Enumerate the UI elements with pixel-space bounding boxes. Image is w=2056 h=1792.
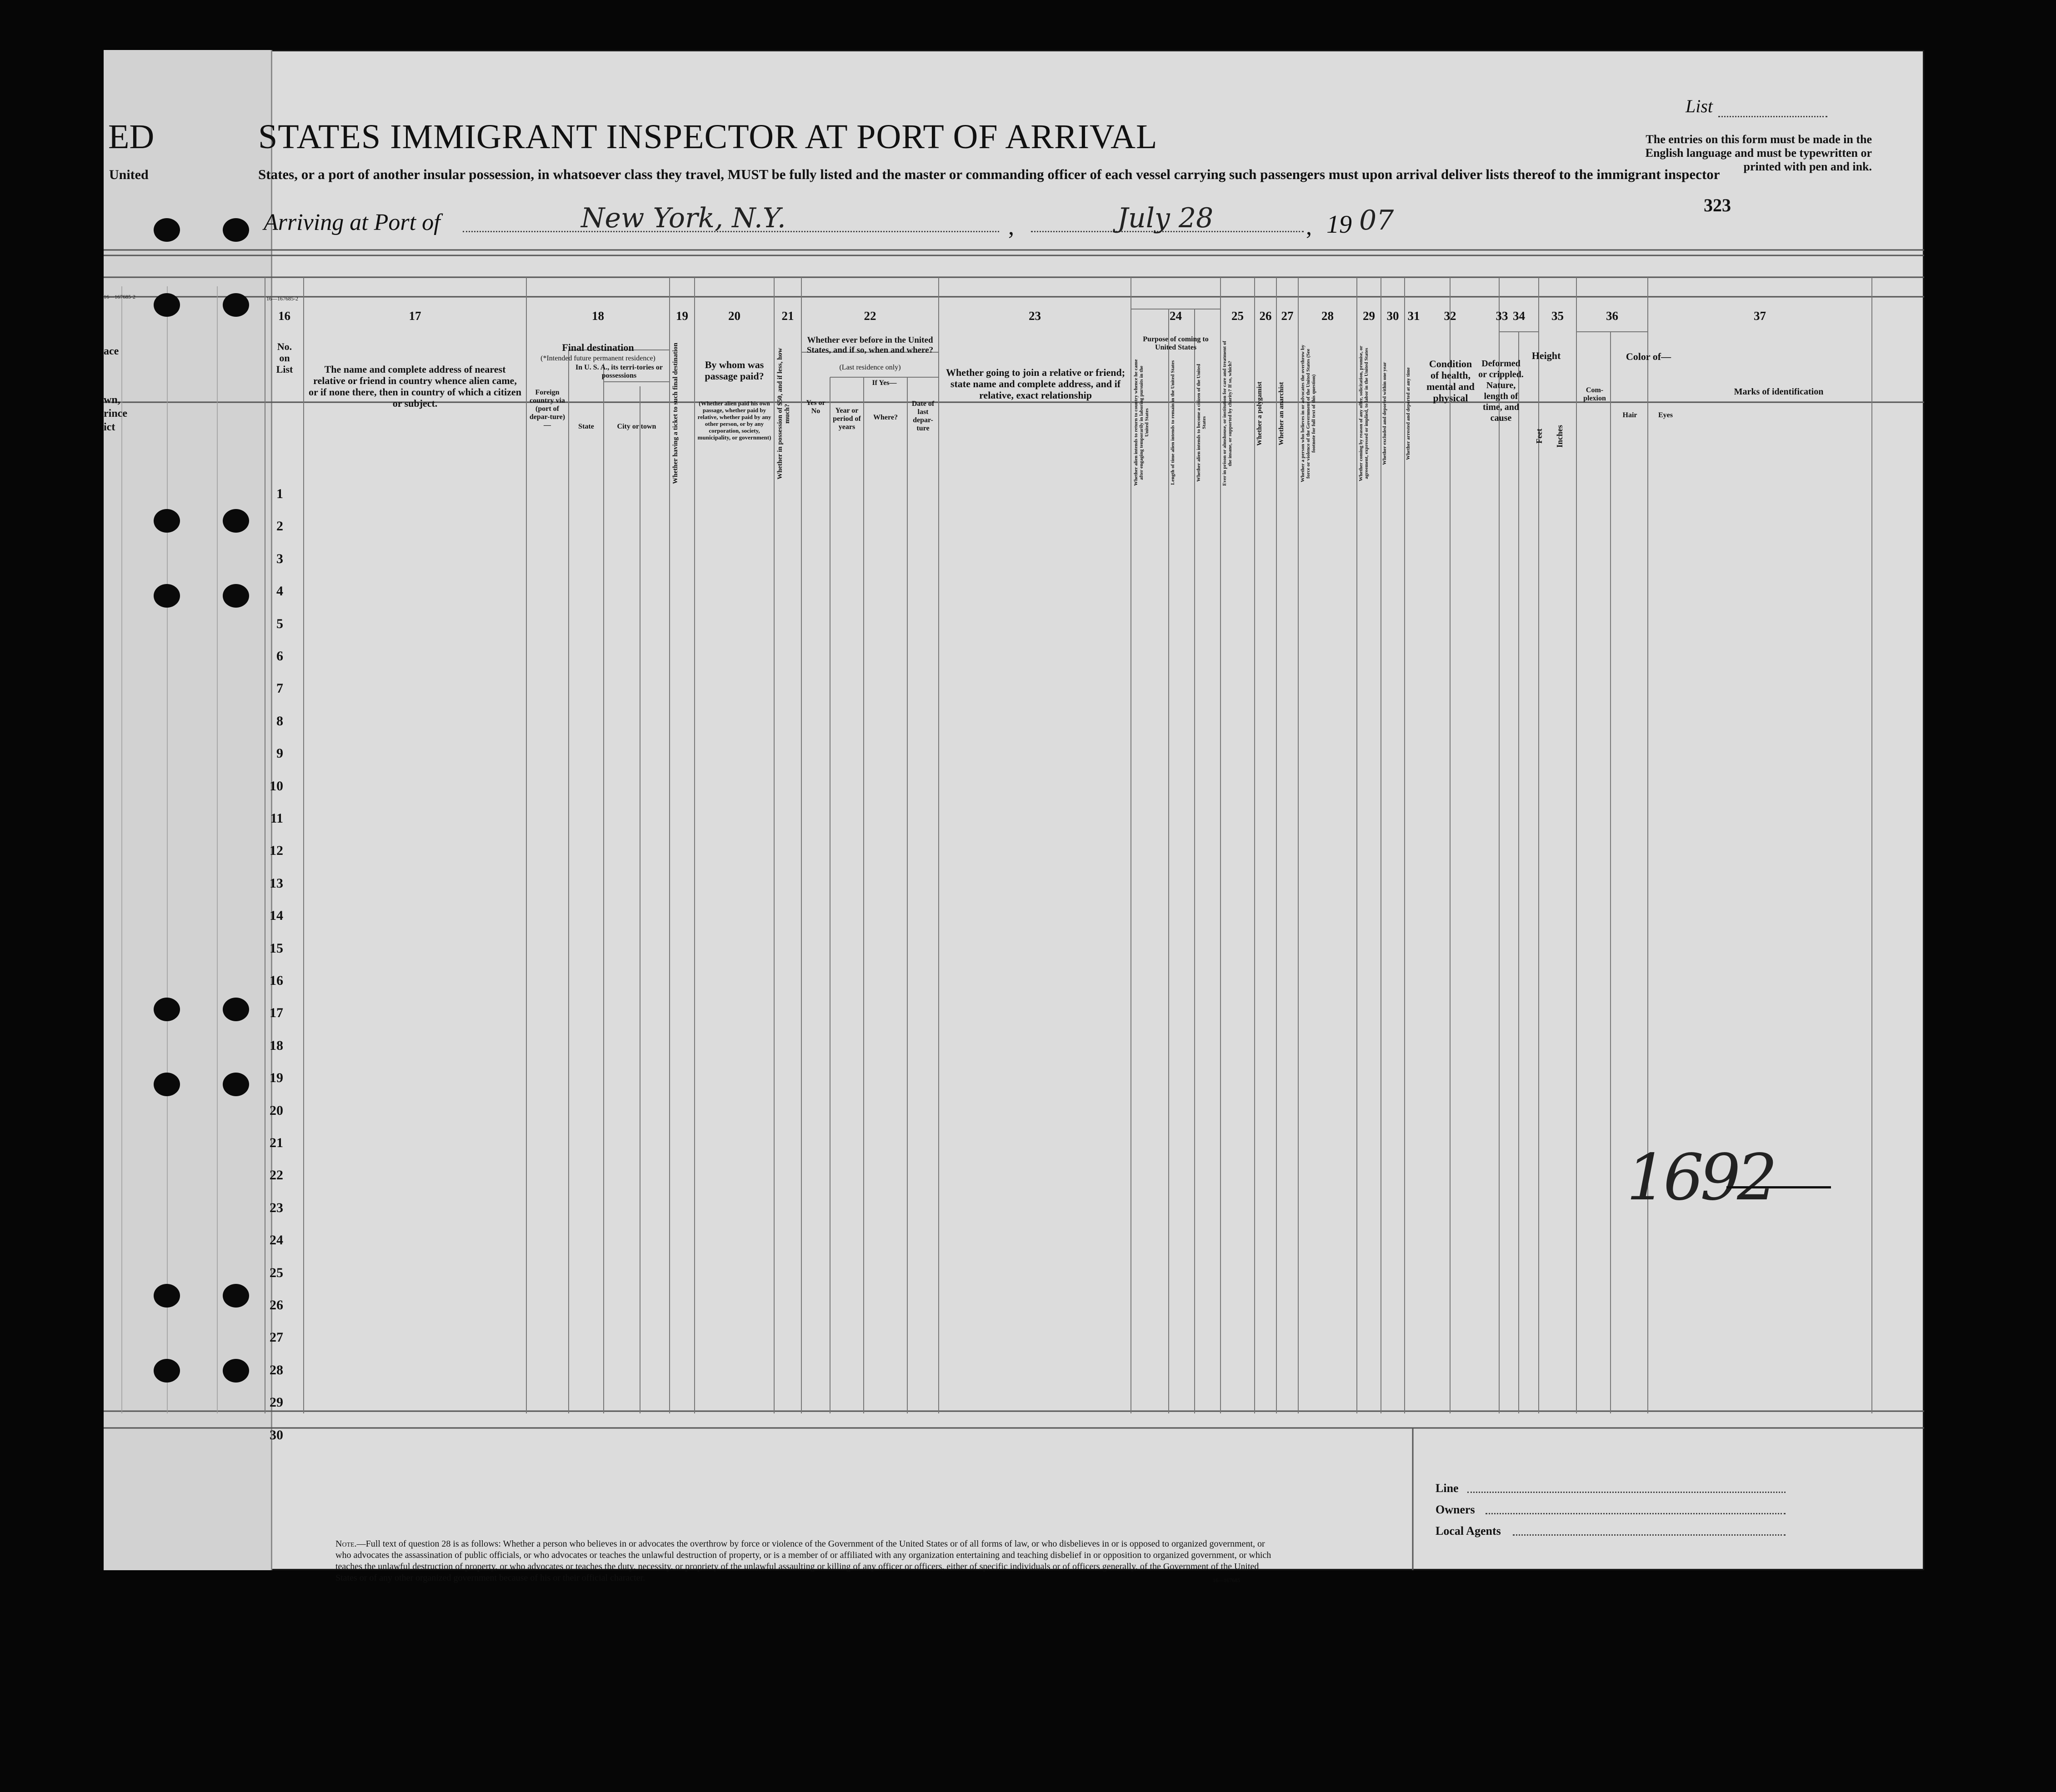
local-agents-label: Local Agents: [1436, 1524, 1501, 1537]
header-final-destination-note: (*Intended future permanent residence): [540, 354, 655, 362]
header-feet: Feet: [1535, 429, 1544, 444]
header-q30: Whether excluded and deported within one year: [1382, 362, 1387, 465]
column-number: 30: [1386, 309, 1399, 323]
header-color-of: Color of—: [1626, 351, 1671, 362]
row-number: 27: [270, 1330, 283, 1345]
header-hair: Hair: [1622, 411, 1637, 419]
header-purpose-length: Length of time alien intends to remain in the United States: [1170, 360, 1176, 485]
year-prefix: 19: [1326, 210, 1352, 239]
header-marks-of-identification: Marks of identification: [1734, 387, 1824, 397]
page-title: STATES IMMIGRANT INSPECTOR AT PORT OF ARRIVAL: [258, 118, 1158, 156]
header-last-residence-only: (Last residence only): [839, 364, 901, 371]
column-number: 19: [676, 309, 688, 323]
column-number: 21: [781, 309, 794, 323]
header-city-or-town: City or town: [617, 423, 656, 430]
header-possession-50: Whether in possession of $50, and if less, how much?: [776, 348, 791, 479]
manifest-sheet: [104, 50, 1924, 1583]
row-number: 4: [276, 584, 283, 599]
column-number: 34: [1513, 309, 1525, 323]
arriving-label: Arriving at Port of: [264, 210, 440, 235]
header-yes-or-no: Yes or No: [806, 399, 825, 415]
column-number: 31: [1407, 309, 1420, 323]
column-number: 20: [728, 309, 740, 323]
column-number: 28: [1321, 309, 1334, 323]
header-ever-before: Whether ever before in the United States, and if so, when and where?: [806, 335, 934, 355]
column-number: 23: [1029, 309, 1041, 323]
header-purpose-citizen: Whether alien intends to become a citizen of the United States: [1196, 364, 1207, 482]
header-deformed: Deformed or crippled. Nature, length of time, and cause: [1478, 359, 1524, 423]
row-number: 7: [276, 681, 283, 696]
line-label: Line: [1436, 1482, 1459, 1495]
comma-separator: ,: [1008, 214, 1014, 240]
port-handwritten-value: New York, N.Y.: [581, 202, 786, 234]
row-number: 3: [276, 551, 283, 566]
header-join-relative: Whether going to join a relative or friend; state name and complete address, and if relative, exact relationship: [945, 367, 1126, 401]
punch-hole: [223, 1073, 249, 1096]
header-eyes: Eyes: [1658, 411, 1673, 419]
column-number: 16: [278, 309, 290, 323]
header-condition: Condition of health, mental and physical: [1426, 358, 1475, 404]
local-agents-dotted-line: [1513, 1534, 1786, 1536]
header-passage-paid: By whom was passage paid?: [705, 359, 764, 382]
row-number: 23: [270, 1200, 283, 1215]
form-reference-stub: 16—167685-2: [104, 294, 135, 300]
header-final-destination: Final destination: [562, 342, 634, 353]
subtitle: States, or a port of another insular possession, in whatsoever class they travel, MUST be fully listed and the master or commanding officer of each vessel carrying such passengers must upon arrival deliver lists thereof to the immigrant inspector: [258, 166, 1720, 182]
column-number: 27: [1281, 309, 1294, 323]
punch-hole: [154, 1359, 180, 1383]
list-label: List: [1686, 96, 1713, 116]
row-number: 19: [270, 1070, 283, 1086]
header-polygamist: Whether a polygamist: [1256, 381, 1263, 446]
annotation-underline: [1726, 1186, 1831, 1188]
header-year-or-period: Year or period of years: [833, 407, 861, 431]
stub-column-header-1: ace: [104, 345, 119, 357]
header-no-on-list: No. on List: [276, 341, 293, 375]
owners-label: Owners: [1436, 1503, 1475, 1516]
year-handwritten-value: 07: [1359, 205, 1394, 236]
header-nearest-relative: The name and complete address of nearest relative or friend in country whence alien came, or if none there, then in country of which a citizen or subject.: [309, 364, 521, 409]
row-number: 18: [270, 1038, 283, 1053]
row-number: 9: [276, 746, 283, 761]
header-inches: Inches: [1555, 425, 1564, 448]
header-anarchist: Whether an anarchist: [1278, 382, 1285, 445]
column-number: 25: [1231, 309, 1244, 323]
row-number: 12: [270, 843, 283, 859]
row-number: 5: [276, 616, 283, 631]
handwritten-annotation: 1692: [1626, 1141, 1774, 1215]
row-number: 30: [270, 1427, 283, 1443]
line-dotted-line: [1467, 1492, 1786, 1493]
date-handwritten-value: July 28: [1117, 202, 1214, 234]
row-number: 13: [270, 875, 283, 891]
list-number: 323: [1704, 195, 1731, 215]
instructions: The entries on this form must be made in the English language and must be typewritten or printed with pen and ink.: [1645, 133, 1872, 173]
column-number: 37: [1754, 309, 1766, 323]
title-fragment-left: ED: [108, 118, 155, 156]
punch-hole: [223, 998, 249, 1021]
punch-hole: [154, 998, 180, 1021]
row-number: 20: [270, 1103, 283, 1118]
punch-hole: [223, 584, 249, 608]
column-number: 24: [1170, 309, 1182, 323]
list-dotted-line: [1718, 116, 1827, 117]
header-if-yes: If Yes—: [872, 379, 897, 387]
header-q31: Whether arrested and deported at any time: [1406, 367, 1411, 460]
header-where: Where?: [873, 414, 898, 421]
header-purpose: Purpose of coming to United States: [1143, 335, 1209, 351]
footnote: [335, 1538, 1272, 1584]
stub-fragment-united: United: [109, 167, 149, 182]
row-number: 6: [276, 649, 283, 664]
row-number: 16: [270, 973, 283, 988]
header-q28: Whether a person who believes in or advocates the overthrow by force or violence of the Government of the United States (See footnote for full text of this question): [1300, 344, 1316, 483]
column-number: 17: [409, 309, 421, 323]
column-number: 35: [1551, 309, 1564, 323]
comma-separator: ,: [1306, 214, 1312, 240]
form-reference-bottom: 16—167685: [1213, 1577, 1240, 1583]
punch-hole: [154, 509, 180, 533]
row-number: 8: [276, 713, 283, 729]
header-prison: Ever in prison or almshouse, or institution for care and treatment of the insane, or supported by charity? If so, which?: [1222, 341, 1233, 486]
header-ticket: Whether having a ticket to such final destination: [672, 343, 679, 484]
owners-dotted-line: [1486, 1513, 1786, 1514]
header-height: Height: [1531, 350, 1561, 361]
punch-hole: [154, 1073, 180, 1096]
column-number: 33: [1496, 309, 1508, 323]
row-number: 26: [270, 1298, 283, 1313]
punch-hole: [223, 218, 249, 242]
row-number: 25: [270, 1265, 283, 1280]
stub-column-header-2: wn, rince ict: [104, 394, 127, 433]
row-number: 2: [276, 519, 283, 534]
row-number: 10: [270, 778, 283, 794]
row-number: 21: [270, 1135, 283, 1150]
column-number: 26: [1259, 309, 1272, 323]
header-complexion: Com-plexion: [1583, 386, 1606, 402]
row-number: 28: [270, 1362, 283, 1378]
row-number: 1: [276, 486, 283, 501]
punch-hole: [154, 293, 180, 317]
row-number: 11: [270, 811, 283, 826]
column-number: 22: [864, 309, 876, 323]
header-state: State: [578, 423, 594, 430]
row-number: 24: [270, 1233, 283, 1248]
row-number: 29: [270, 1395, 283, 1410]
form-grid-lines: [104, 50, 1924, 1570]
footnote-text: —Full text of question 28 is as follows: Whether a person who believes in or advocates the overthrow by force or violence of the Government of the United States or of all forms of law, or who disbelieves in or is opposed to organized government, or who advocates the assassination of public officials, or who advocates or teaches the unlawful destruction of property, or is a member of or affiliated with any organization entertaining and teaching disbelief in or opposition to organized government, or which teaches the unlawful destruction of property, or who advocates or teaches the duty, necessity, or propriety of the unlawful assaulting or killing of any officer or officers, either of specific individuals or of officers generally, of the Government of the United States or of any other organized government because of his or their official character.: [335, 1539, 1271, 1583]
row-number: 17: [270, 1005, 283, 1021]
column-number: 36: [1606, 309, 1618, 323]
punch-hole: [154, 584, 180, 608]
column-number: 32: [1444, 309, 1456, 323]
header-q29: Whether coming by reason of any offer, solicitation, promise, or agreement, expressed or implied, to labor in the United States: [1358, 345, 1369, 482]
footnote-label: Note.: [335, 1539, 357, 1549]
punch-hole: [154, 218, 180, 242]
column-number: 29: [1363, 309, 1375, 323]
row-number: 14: [270, 908, 283, 923]
punch-hole: [223, 509, 249, 533]
punch-hole: [154, 1284, 180, 1308]
punch-hole: [223, 1284, 249, 1308]
punch-hole: [223, 1359, 249, 1383]
header-foreign-country: Foreign country via (port of depar-ture)—: [529, 389, 565, 429]
header-date-last-departure: Date of last depar-ture: [911, 400, 935, 432]
column-number: 18: [592, 309, 604, 323]
header-passage-paid-note: (Whether alien paid his own passage, whether paid by relative, whether paid by any other person, or by any corporation, society, municipality, or government): [697, 400, 771, 441]
form-reference-top: 16—167685-2: [266, 295, 298, 302]
row-number: 15: [270, 940, 283, 956]
header-purpose-return: Whether alien intends to return to country whence he came after engaging temporarily in laboring pursuits in the United States: [1133, 359, 1150, 486]
row-number: 22: [270, 1168, 283, 1183]
punch-hole: [223, 293, 249, 317]
header-in-usa: In U. S. A., its terri-tories or possessions: [575, 364, 663, 379]
